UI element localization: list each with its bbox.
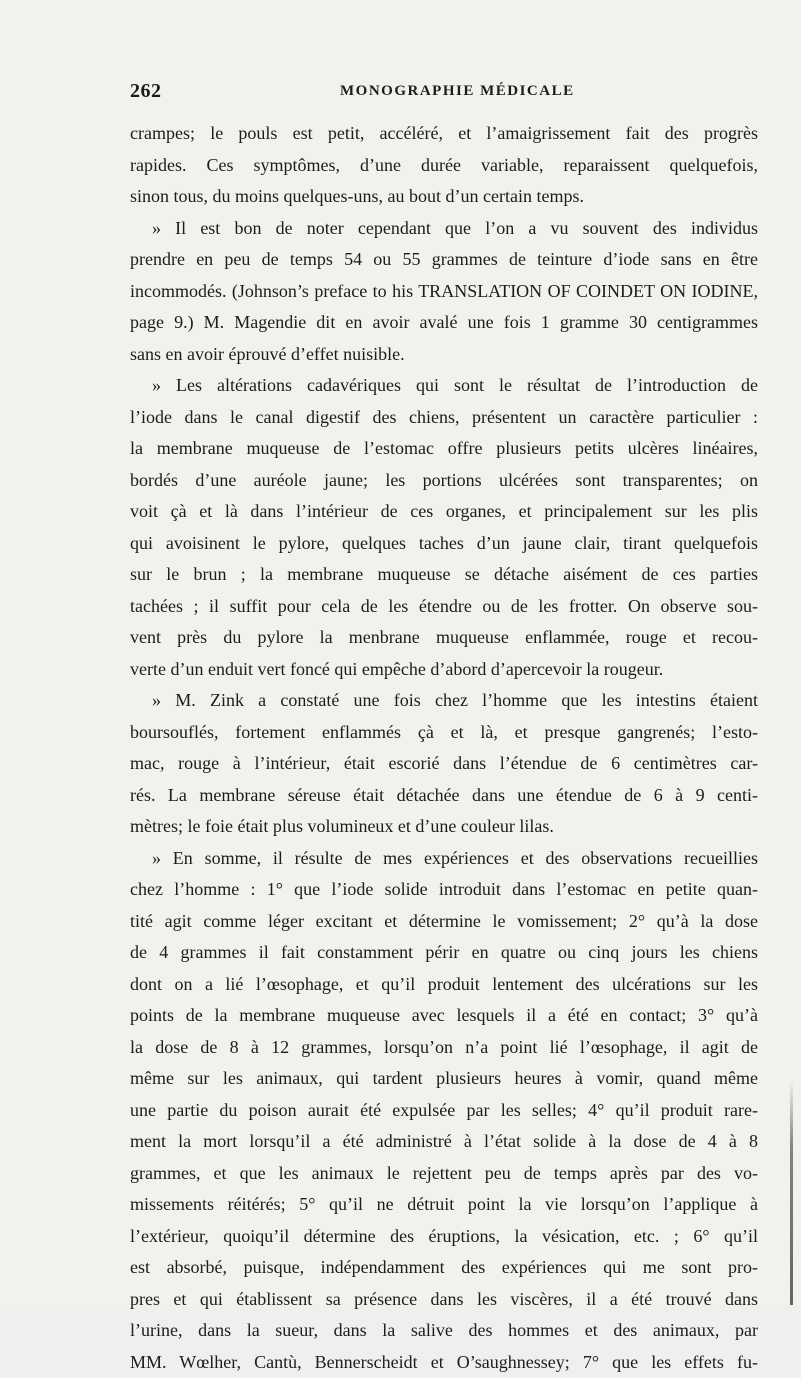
text-line: bordés d’une auréole jaune; les portions ulcérées sont transparentes; on (130, 465, 758, 497)
text-line: » Les altérations cadavériques qui sont le résultat de l’introduction de (130, 370, 758, 402)
text-line: pres et qui établissent sa présence dans les viscères, il a été trouvé dans (130, 1284, 758, 1316)
text-line: mètres; le foie était plus volumineux et d’une couleur lilas. (130, 811, 758, 843)
text-line: ment la mort lorsqu’il a été administré à l’état solide à la dose de 4 à 8 (130, 1126, 758, 1158)
text-line: qui avoisinent le pylore, quelques taches d’un jaune clair, tirant quelquefois (130, 528, 758, 560)
text-line: » En somme, il résulte de mes expériences et des observations recueillies (130, 843, 758, 875)
running-head: MONOGRAPHIE MÉDICALE (340, 83, 575, 100)
text-line: tachées ; il suffit pour cela de les étendre ou de les frotter. On observe sou- (130, 591, 758, 623)
text-line: points de la membrane muqueuse avec lesquels il a été en contact; 3° qu’à (130, 1000, 758, 1032)
text-line: crampes; le pouls est petit, accéléré, et l’amaigrissement fait des progrès (130, 118, 758, 150)
text-line: prendre en peu de temps 54 ou 55 grammes de teinture d’iode sans en être (130, 244, 758, 276)
text-line: rés. La membrane séreuse était détachée dans une étendue de 6 à 9 centi- (130, 780, 758, 812)
text-line: missements réitérés; 5° qu’il ne détruit point la vie lorsqu’on l’applique à (130, 1189, 758, 1221)
text-line: l’iode dans le canal digestif des chiens, présentent un caractère particulier : (130, 402, 758, 434)
text-line: boursouflés, fortement enflammés çà et là, et presque gangrenés; l’esto- (130, 717, 758, 749)
body-text (130, 118, 758, 1378)
page-number: 262 (130, 80, 162, 103)
text-line: voit çà et là dans l’intérieur de ces organes, et principalement sur les plis (130, 496, 758, 528)
text-line: mac, rouge à l’intérieur, était escorié dans l’étendue de 6 centimètres car- (130, 748, 758, 780)
text-line: » M. Zink a constaté une fois chez l’homme que les intestins étaient (130, 685, 758, 717)
text-line: tité agit comme léger excitant et détermine le vomissement; 2° qu’à la dose (130, 906, 758, 938)
text-line: sur le brun ; la membrane muqueuse se détache aisément de ces parties (130, 559, 758, 591)
text-line: de 4 grammes il fait constamment périr en quatre ou cinq jours les chiens (130, 937, 758, 969)
text-line: » Il est bon de noter cependant que l’on a vu souvent des individus (130, 213, 758, 245)
text-line: même sur les animaux, qui tardent plusieurs heures à vomir, quand même (130, 1063, 758, 1095)
text-line: sans en avoir éprouvé d’effet nuisible. (130, 339, 758, 371)
text-line: chez l’homme : 1° que l’iode solide introduit dans l’estomac en petite quan- (130, 874, 758, 906)
text-line: grammes, et que les animaux le rejettent peu de temps après par des vo- (130, 1158, 758, 1190)
text-line: est absorbé, puisque, indépendamment des expériences qui me sont pro- (130, 1252, 758, 1284)
text-line: rapides. Ces symptômes, d’une durée variable, reparaissent quelquefois, (130, 150, 758, 182)
text-line: incommodés. (Johnson’s preface to his TRANSLATION OF COINDET ON IODINE, (130, 276, 758, 308)
text-line: dont on a lié l’œsophage, et qu’il produit lentement des ulcérations sur les (130, 969, 758, 1001)
page-edge-shadow (790, 1080, 793, 1305)
text-line: page 9.) M. Magendie dit en avoir avalé une fois 1 gramme 30 centigrammes (130, 307, 758, 339)
text-line: l’urine, dans la sueur, dans la salive des hommes et des animaux, par (130, 1315, 758, 1347)
text-line: MM. Wœlher, Cantù, Bennerscheidt et O’saughnessey; 7° que les effets fu- (130, 1347, 758, 1378)
text-line: l’extérieur, quoiqu’il détermine des éruptions, la vésication, etc. ; 6° qu’il (130, 1221, 758, 1253)
page-header (130, 80, 758, 112)
text-line: la membrane muqueuse de l’estomac offre plusieurs petits ulcères linéaires, (130, 433, 758, 465)
text-line: une partie du poison aurait été expulsée par les selles; 4° qu’il produit rare- (130, 1095, 758, 1127)
text-line: vent près du pylore la menbrane muqueuse enflammée, rouge et recou- (130, 622, 758, 654)
text-line: la dose de 8 à 12 grammes, lorsqu’on n’a point lié l’œsophage, il agit de (130, 1032, 758, 1064)
text-line: verte d’un enduit vert foncé qui empêche d’abord d’apercevoir la rougeur. (130, 654, 758, 686)
text-line: sinon tous, du moins quelques-uns, au bout d’un certain temps. (130, 181, 758, 213)
